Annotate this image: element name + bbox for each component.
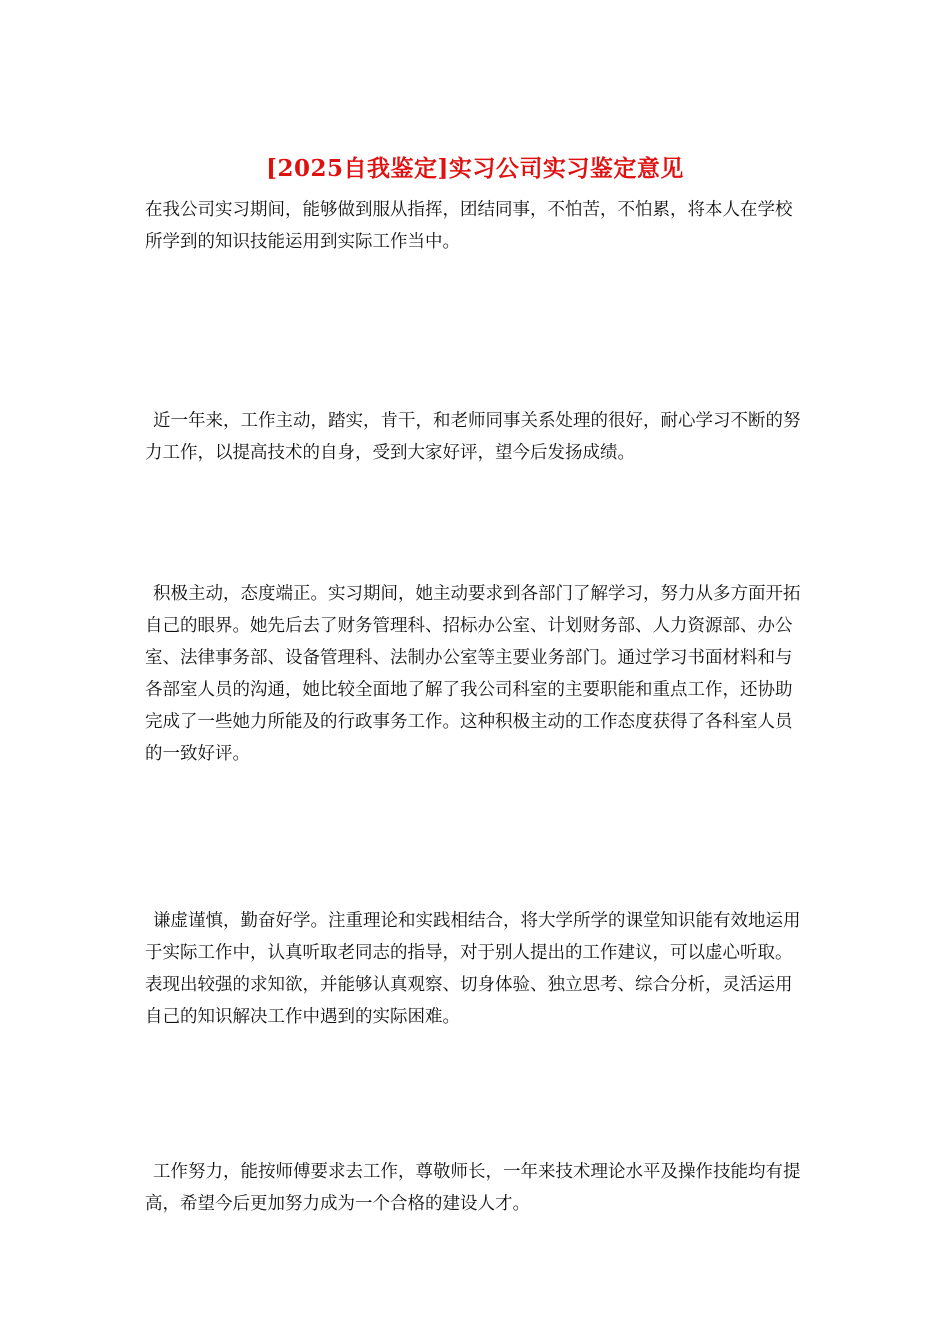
paragraph-5: 工作努力，能按师傅要求去工作，尊敬师长，一年来技术理论水平及操作技能均有提高，希望今后更加努力成为一个合格的建设人才。 [145, 1162, 801, 1214]
paragraph-4: 谦虚谨慎，勤奋好学。注重理论和实践相结合，将大学所学的课堂知识能有效地运用于实际工作中，认真听取老同志的指导，对于别人提出的工作建议，可以虚心听取。表现出较强的求知欲，并能够认真观察、切身体验、独立思考、综合分析，灵活运用自己的知识解决工作中遇到的实际困难。 [145, 911, 801, 1027]
paragraph-3: 积极主动，态度端正。实习期间，她主动要求到各部门了解学习，努力从多方面开拓自己的眼界。她先后去了财务管理科、招标办公室、计划财务部、人力资源部、办公室、法律事务部、设备管理科、法制办公室等主要业务部门。通过学习书面材料和与各部室人员的沟通，她比较全面地了解了我公司科室的主要职能和重点工作，还协助完成了一些她力所能及的行政事务工作。这种积极主动的工作态度获得了各科室人员的一致好评。 [145, 584, 801, 764]
paragraph-1: 在我公司实习期间，能够做到服从指挥，团结同事，不怕苦，不怕累，将本人在学校所学到的知识技能运用到实际工作当中。 [145, 200, 793, 252]
paragraph-2: 近一年来，工作主动，踏实，肯干，和老师同事关系处理的很好，耐心学习不断的努力工作，以提高技术的自身，受到大家好评，望今后发扬成绩。 [145, 411, 801, 463]
document-title: [2025自我鉴定]实习公司实习鉴定意见 [266, 155, 684, 182]
